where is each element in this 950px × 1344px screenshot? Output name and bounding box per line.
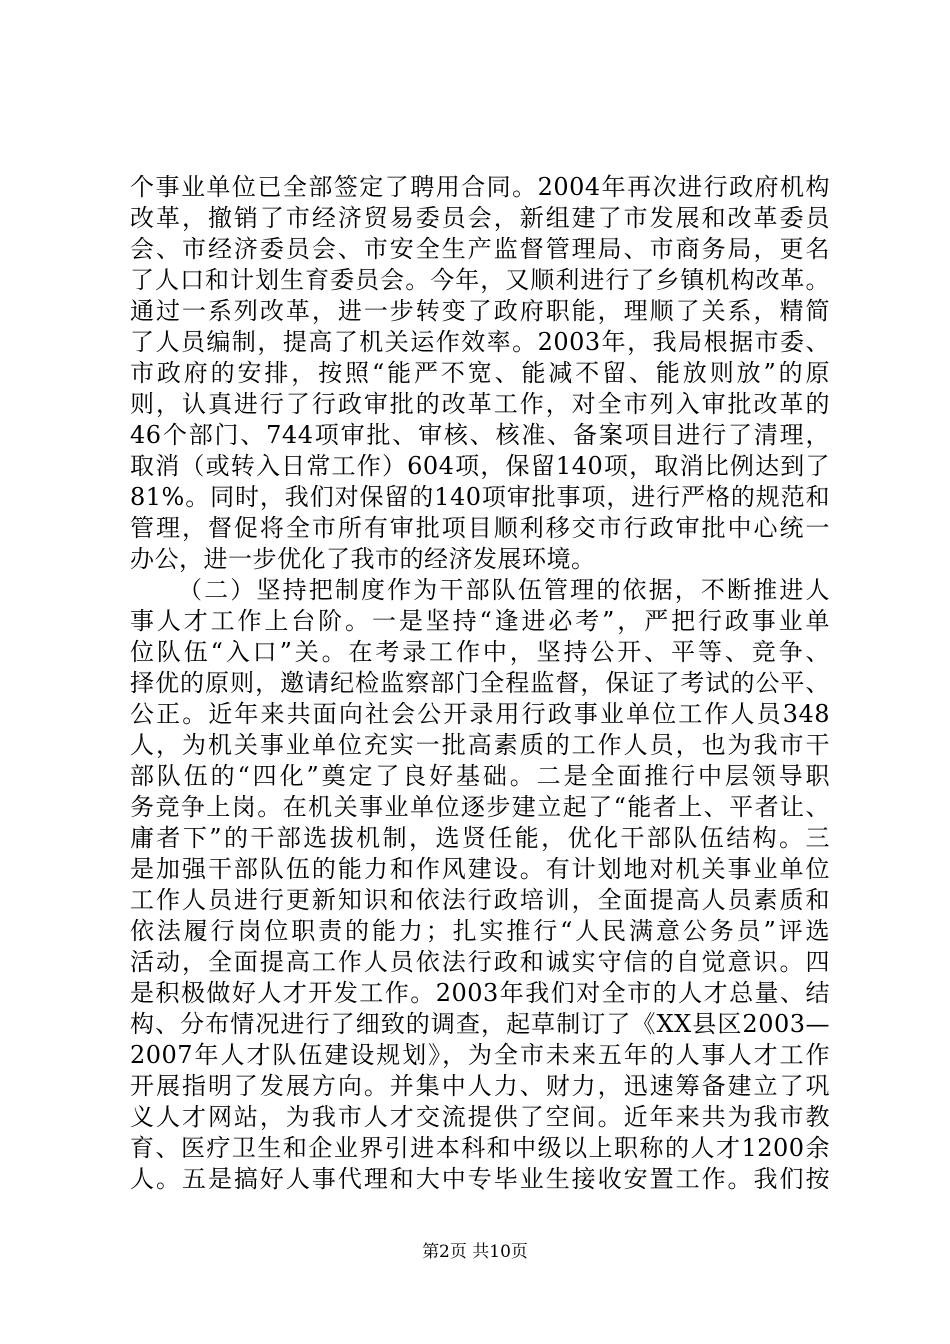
paragraph-end-line: 办公，进一步优化了我市的经济发展环境。 xyxy=(130,545,596,573)
text-line: 事人才工作上台阶。一是坚持“逢进必考”，严把行政事业单 xyxy=(130,607,830,635)
text-line: 依法履行岗位职责的能力；扎实推行“人民满意公务员”评选 xyxy=(130,917,830,945)
text-line: 公正。近年来共面向社会公开录用行政事业单位工作人员348 xyxy=(130,700,830,728)
text-line: 2007年人才队伍建设规划》，为全市未来五年的人事人才工作 xyxy=(130,1041,830,1069)
text-line: 构、分布情况进行了细致的调查，起草制订了《XX县区2003— xyxy=(130,1010,830,1038)
text-line: 取消（或转入日常工作）604项，保留140项，取消比例达到了 xyxy=(130,452,830,480)
text-line: 46个部门、744项审批、审核、核准、备案项目进行了清理， xyxy=(130,421,830,449)
text-line: 是积极做好人才开发工作。2003年我们对全市的人才总量、结 xyxy=(130,979,830,1007)
text-line: 位队伍“入口”关。在考录工作中，坚持公开、平等、竞争、 xyxy=(130,638,830,666)
text-line: 了人口和计划生育委员会。今年，又顺利进行了乡镇机构改革。 xyxy=(130,266,830,294)
text-line: 市政府的安排，按照“能严不宽、能减不留、能放则放”的原 xyxy=(130,359,830,387)
text-line: 了人员编制，提高了机关运作效率。2003年，我局根据市委、 xyxy=(130,328,830,356)
text-line: 会、市经济委员会、市安全生产监督管理局、市商务局，更名 xyxy=(130,235,830,263)
document-body xyxy=(130,172,830,1195)
page-footer: 第2页 共10页 xyxy=(422,1242,528,1262)
text-line: 义人才网站，为我市人才交流提供了空间。近年来共为我市教 xyxy=(130,1103,830,1131)
text-line: 是加强干部队伍的能力和作风建设。有计划地对机关事业单位 xyxy=(130,855,830,883)
text-line: 工作人员进行更新知识和依法行政培训，全面提高人员素质和 xyxy=(130,886,830,914)
text-line: 务竞争上岗。在机关事业单位逐步建立起了“能者上、平者让、 xyxy=(130,793,830,821)
text-line: 开展指明了发展方向。并集中人力、财力，迅速筹备建立了巩 xyxy=(130,1072,830,1100)
text-line: 通过一系列改革，进一步转变了政府职能，理顺了关系，精简 xyxy=(130,297,830,325)
text-line: 部队伍的“四化”奠定了良好基础。二是全面推行中层领导职 xyxy=(130,762,830,790)
text-line: 庸者下”的干部选拔机制，选贤任能，优化干部队伍结构。三 xyxy=(130,824,830,852)
text-line: 改革，撤销了市经济贸易委员会，新组建了市发展和改革委员 xyxy=(130,204,830,232)
text-line: 管理，督促将全市所有审批项目顺利移交市行政审批中心统一 xyxy=(130,514,830,542)
text-line: 活动，全面提高工作人员依法行政和诚实守信的自觉意识。四 xyxy=(130,948,830,976)
text-line: 81%。同时，我们对保留的140项审批事项，进行严格的规范和 xyxy=(130,483,830,511)
text-line: 个事业单位已全部签定了聘用合同。2004年再次进行政府机构 xyxy=(130,173,830,201)
text-line: 择优的原则，邀请纪检监察部门全程监督，保证了考试的公平、 xyxy=(130,669,830,697)
paragraph-start-line: （二）坚持把制度作为干部队伍管理的依据，不断推进人 xyxy=(178,576,830,604)
text-line: 人。五是搞好人事代理和大中专毕业生接收安置工作。我们按 xyxy=(130,1165,830,1193)
text-line: 育、医疗卫生和企业界引进本科和中级以上职称的人才1200余 xyxy=(130,1134,830,1162)
text-line: 则，认真进行了行政审批的改革工作，对全市列入审批改革的 xyxy=(130,390,830,418)
text-line: 人，为机关事业单位充实一批高素质的工作人员，也为我市干 xyxy=(130,731,830,759)
